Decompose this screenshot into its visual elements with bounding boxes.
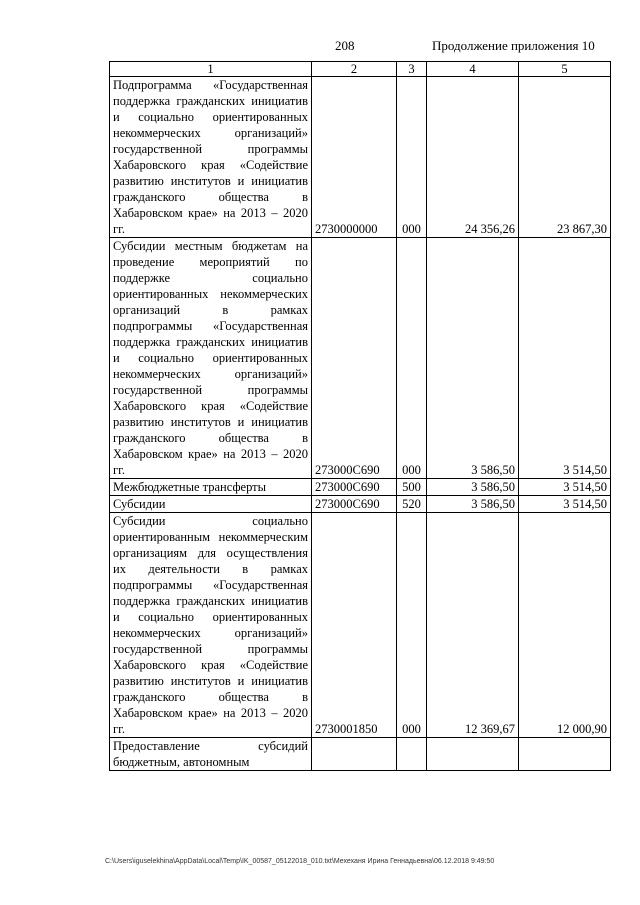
column-header: 5 (519, 62, 611, 77)
row-name: Межбюджетные трансферты (110, 479, 312, 496)
row-amount-2: 3 514,50 (519, 238, 611, 479)
row-code: 2730000000 (312, 77, 397, 238)
row-amount-2: 23 867,30 (519, 77, 611, 238)
row-code: 273000С690 (312, 496, 397, 513)
column-header: 4 (427, 62, 519, 77)
row-amount-1: 24 356,26 (427, 77, 519, 238)
column-header: 1 (110, 62, 312, 77)
row-amount-1: 3 586,50 (427, 496, 519, 513)
row-amount-1: 3 586,50 (427, 238, 519, 479)
budget-table (109, 61, 611, 771)
table-row (110, 496, 611, 513)
row-type: 500 (397, 479, 427, 496)
row-name: Субсидии (110, 496, 312, 513)
row-amount-2: 3 514,50 (519, 479, 611, 496)
row-type: 000 (397, 238, 427, 479)
column-header: 3 (397, 62, 427, 77)
footer-file-path: C:\Users\iguselekhina\AppData\Local\Temp\IK_00587_05122018_010.txt\Мехеханя Ирина Геннадьевна\06.12.2018 9:49:50 (105, 858, 495, 865)
table-header-row (110, 62, 611, 77)
column-header: 2 (312, 62, 397, 77)
row-name: Субсидии социально ориентированным некоммерческим организациям для осуществления их деятельности в рамках подпрограммы «Государственная поддержка гражданских инициатив и социально ориентированных некоммерческих организаций» государственной программы Хабаровского края «Содействие развитию институтов и инициатив гражданского общества в Хабаровском крае» на 2013 – 2020 гг. (110, 513, 312, 738)
row-amount-1: 3 586,50 (427, 479, 519, 496)
page-number: 208 (335, 38, 355, 53)
row-type (397, 738, 427, 771)
row-name: Подпрограмма «Государственная поддержка гражданских инициатив и социально ориентированных некоммерческих организаций» государственной программы Хабаровского края «Содействие развитию институтов и инициатив гражданского общества в Хабаровском крае» на 2013 – 2020 гг. (110, 77, 312, 238)
row-name: Субсидии местным бюджетам на проведение мероприятий по поддержке социально ориентированных некоммерческих организаций в рамках подпрограммы «Государственная поддержка гражданских инициатив и социально ориентированных некоммерческих организаций» государственной программы Хабаровского края «Содействие развитию институтов и инициатив гражданского общества в Хабаровском крае» на 2013 – 2020 гг. (110, 238, 312, 479)
table-row (110, 77, 611, 238)
row-amount-2: 3 514,50 (519, 496, 611, 513)
table-row (110, 738, 611, 771)
row-code: 273000С690 (312, 479, 397, 496)
row-code: 2730001850 (312, 513, 397, 738)
row-amount-1: 12 369,67 (427, 513, 519, 738)
row-code: 273000С690 (312, 238, 397, 479)
row-amount-2 (519, 738, 611, 771)
row-amount-2: 12 000,90 (519, 513, 611, 738)
row-type: 000 (397, 77, 427, 238)
table-row (110, 479, 611, 496)
row-name: Предоставление субсидий бюджетным, автономным (110, 738, 312, 771)
row-type: 000 (397, 513, 427, 738)
table-row (110, 238, 611, 479)
row-amount-1 (427, 738, 519, 771)
continuation-label: Продолжение приложения 10 (432, 38, 595, 53)
row-type: 520 (397, 496, 427, 513)
table-row (110, 513, 611, 738)
row-code (312, 738, 397, 771)
